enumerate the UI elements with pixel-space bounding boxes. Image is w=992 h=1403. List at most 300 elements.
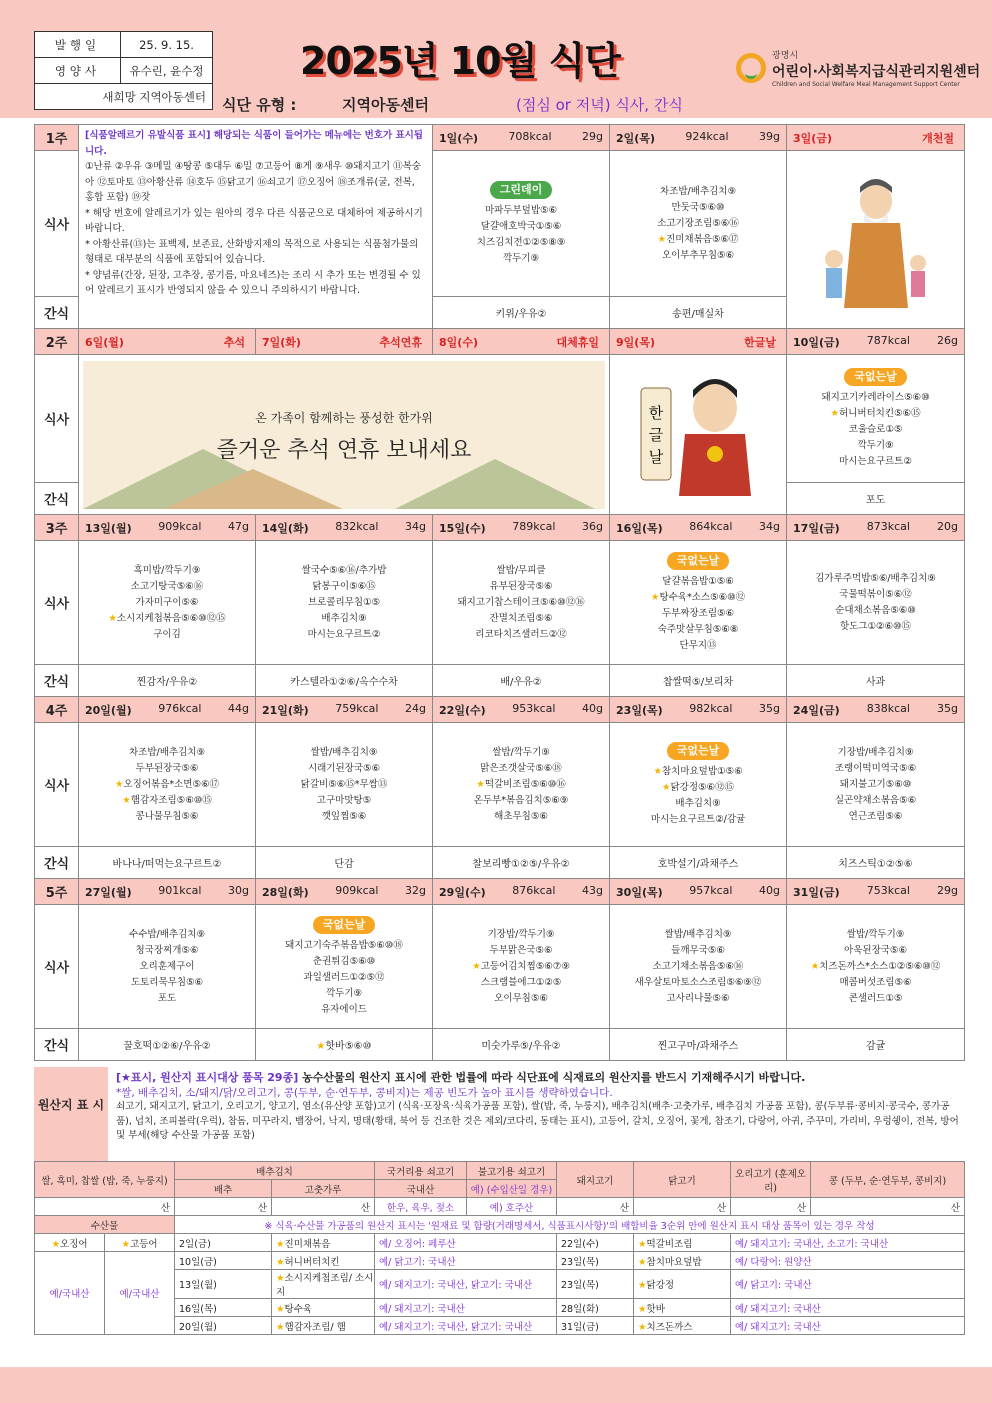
menu-item: 두부짜장조림⑤⑥ xyxy=(661,607,735,619)
origin-row-item: ★핫바 xyxy=(634,1299,731,1317)
menu-item: 연근조림⑤⑥ xyxy=(848,810,903,822)
menu-item: 쌀국수⑤⑥⑯/추가밥 xyxy=(301,564,387,576)
origin-value: 예) 호주산 xyxy=(467,1198,557,1216)
menu-item: 스크램블에그①②⑤ xyxy=(480,976,562,988)
origin-row-date: 10일(금) xyxy=(175,1252,272,1270)
menu-item: 닭봉구이⑤⑥⑮ xyxy=(312,580,376,592)
menu-item: 도토리묵무침⑤⑥ xyxy=(130,976,204,988)
menu-item: 들깨무국⑤⑥ xyxy=(671,944,725,956)
menu-item: 핫도그①②⑥⑩⑮ xyxy=(839,620,912,632)
day-snack: 치즈스틱①②⑤⑥ xyxy=(787,847,965,879)
star-icon: ★ xyxy=(661,781,671,793)
day-protein: 40g xyxy=(759,883,781,897)
star-icon: ★ xyxy=(830,407,839,419)
menu-item: 쌀밥/깍두기⑨ xyxy=(846,928,905,940)
origin-header: 국내산 xyxy=(375,1180,467,1198)
menu-item: 유자에이드 xyxy=(321,1003,367,1015)
holiday-name: 추석연휴 xyxy=(379,335,423,349)
menu-item: 고구마맛탕⑤ xyxy=(316,794,372,806)
origin-row-note: 예/ 돼지고기: 국내산 xyxy=(731,1299,965,1317)
allergy-list: ①난류 ②우유 ③메밀 ④땅콩 ⑤대두 ⑥밀 ⑦고등어 ⑧게 ⑨새우 ⑩돼지고기 ⑪복숭아 ⑫토마토 ⑬아황산류 ⑭호두 ⑮닭고기 ⑯쇠고기 ⑰오징어 ⑱조개류(굴, 전복, 홍합 포함) ⑲잣 xyxy=(85,161,421,203)
menu-item: 쌀밥/배추김치⑨ xyxy=(310,746,378,758)
issue-date: 25. 9. 15. xyxy=(121,32,213,58)
origin-row-date: 13일(월) xyxy=(175,1270,272,1299)
day-header xyxy=(433,125,610,151)
menu-item: ★고등어김치찜⑤⑥⑦⑨ xyxy=(472,960,570,972)
origin-header: 국거리용 쇠고기 xyxy=(375,1162,467,1180)
day-date: 8일(수) xyxy=(439,335,478,349)
origin-row-note: 예/ 닭고기: 국내산 xyxy=(731,1270,965,1299)
menu-item: 쌀밥/깍두기⑨ xyxy=(492,746,550,758)
day-protein: 47g xyxy=(228,519,249,533)
day-snack: 찹쌀떡⑤/보리차 xyxy=(610,665,787,697)
no-soup-day-badge: 국없는날 xyxy=(667,742,730,760)
day-date: 21일(화) xyxy=(262,703,309,717)
day-protein: 32g xyxy=(405,883,427,897)
day-snack: 배/우유② xyxy=(433,665,610,697)
menu-item: 해초무침⑤⑥ xyxy=(494,810,548,822)
day-snack: 바나나/떠먹는요구르트② xyxy=(79,847,256,879)
day-protein: 39g xyxy=(759,129,781,143)
origin-example: 예/국내산 xyxy=(105,1252,175,1335)
day-header xyxy=(256,515,433,541)
menu-item: 돼지고기찹스테이크⑤⑥⑩⑫⑯ xyxy=(457,596,585,608)
origin-row-item: ★소시지케첩조림/ 소시지 xyxy=(272,1270,375,1299)
day-date: 29일(수) xyxy=(439,885,486,899)
day-snack: 찐감자/우유② xyxy=(79,665,256,697)
origin-header: 콩 (두부, 순·연두부, 콩비지) xyxy=(811,1162,965,1198)
origin-table xyxy=(34,1161,965,1335)
menu-item: 깍두기⑨ xyxy=(325,987,363,999)
day-menu xyxy=(610,723,787,847)
star-icon: ★ xyxy=(653,765,662,777)
origin-line1-head: [★표시, 원산지 표시대상 품목 29종] xyxy=(116,1071,299,1084)
day-protein: 20g xyxy=(937,519,959,533)
meal-label: 식사 xyxy=(35,723,79,847)
day-protein: 34g xyxy=(405,519,427,533)
day-kcal: 787kcal xyxy=(866,333,910,347)
origin-row-date: 23일(목) xyxy=(557,1270,634,1299)
day-kcal: 876kcal xyxy=(512,883,556,897)
origin-row-note: 예/ 돼지고기: 국내산 xyxy=(731,1317,965,1335)
issue-info-table xyxy=(34,31,213,110)
star-icon: ★ xyxy=(114,778,124,790)
menu-item: 쌀밥/무피클 xyxy=(496,564,546,576)
day-snack: 감귤 xyxy=(787,1029,965,1061)
day-kcal: 832kcal xyxy=(335,519,379,533)
holiday-name: 한글날 xyxy=(744,335,777,349)
menu-item: 콩나물무침⑤⑥ xyxy=(135,810,199,822)
menu-item: 소고기탕국⑤⑥⑯ xyxy=(130,580,204,592)
day-protein: 36g xyxy=(582,519,604,533)
day-menu xyxy=(787,355,965,483)
day-header xyxy=(256,879,433,905)
week-label: 5주 xyxy=(35,879,79,905)
menu-item: 콘샐러드①⑤ xyxy=(848,992,903,1004)
day-snack: 송편/매실차 xyxy=(610,297,787,329)
day-header xyxy=(787,515,965,541)
menu-item: ★오징어볶음*소면⑤⑥⑰ xyxy=(114,778,220,790)
no-soup-day-badge: 국없는날 xyxy=(844,368,907,386)
day-menu xyxy=(256,541,433,665)
day-kcal: 909kcal xyxy=(335,883,379,897)
menu-item: 달걀애호박국①⑤⑥ xyxy=(480,220,562,232)
day-kcal: 708kcal xyxy=(508,129,552,143)
day-snack: 포도 xyxy=(787,483,965,515)
day-kcal: 759kcal xyxy=(335,701,379,715)
menu-item: ★참치마요덮밥①⑤⑥ xyxy=(653,765,743,777)
gaecheonjeol-illustration xyxy=(787,151,965,329)
menu-item: 고사리나물⑤⑥ xyxy=(666,992,730,1004)
day-date: 15일(수) xyxy=(439,521,486,535)
day-header xyxy=(433,329,610,355)
day-snack: 미숫가루⑤/우유② xyxy=(433,1029,610,1061)
origin-value: 산 xyxy=(175,1198,272,1216)
origin-squid: ★오징어 xyxy=(35,1234,105,1252)
star-icon: ★ xyxy=(638,1321,647,1333)
origin-example: 예/국내산 xyxy=(35,1252,105,1335)
origin-header: 고춧가루 xyxy=(272,1180,375,1198)
day-snack: ★핫바⑤⑥⑩ xyxy=(256,1029,433,1061)
holiday-name: 추석 xyxy=(223,335,245,349)
star-icon: ★ xyxy=(638,1280,647,1291)
footer-band xyxy=(0,1367,992,1403)
origin-row-note: 예/ 돼지고기: 국내산 xyxy=(375,1299,557,1317)
day-date: 7일(화) xyxy=(262,335,301,349)
day-date: 17일(금) xyxy=(793,521,840,535)
chuseok-banner-cell xyxy=(79,355,610,515)
day-menu xyxy=(256,905,433,1029)
menu-item: 깻잎찜⑤⑥ xyxy=(321,810,367,822)
day-kcal: 953kcal xyxy=(512,701,556,715)
menu-item: 청국장찌개⑤⑥ xyxy=(135,944,199,956)
menu-item: 차조밥/배추김치⑨ xyxy=(660,185,736,197)
day-protein: 40g xyxy=(582,701,604,715)
day-date: 23일(목) xyxy=(616,703,663,717)
menu-item: ★떡갈비조림⑤⑥⑩⑯ xyxy=(476,778,566,790)
day-menu xyxy=(433,151,610,297)
day-date: 9일(목) xyxy=(616,335,655,349)
day-header xyxy=(610,515,787,541)
menu-item: 만둣국⑤⑥⑩ xyxy=(671,201,725,213)
day-menu xyxy=(79,541,256,665)
menu-type-label: 식단 유형 : xyxy=(222,96,297,114)
menu-item: 배추김치⑨ xyxy=(675,797,721,809)
day-header xyxy=(787,879,965,905)
banner-message: 즐거운 추석 연휴 보내세요 xyxy=(216,437,472,463)
origin-row-date: 31일(금) xyxy=(557,1317,634,1335)
star-icon: ★ xyxy=(121,1238,130,1250)
day-header xyxy=(433,697,610,723)
star-icon: ★ xyxy=(638,1256,647,1268)
origin-header: 불고기용 쇠고기 xyxy=(467,1162,557,1180)
origin-row-note: 예/ 돼지고기: 국내산, 닭고기: 국내산 xyxy=(375,1270,557,1299)
menu-item: 숙주맛살무침⑤⑥⑧ xyxy=(657,623,739,635)
menu-item: 조랭이떡미역국⑤⑥ xyxy=(834,762,917,774)
menu-item: 돼지고기숙주볶음밥⑤⑥⑩⑱ xyxy=(285,939,403,951)
holiday-name: 대체휴일 xyxy=(556,335,600,349)
menu-item: 매콤버섯조림⑤⑥ xyxy=(839,976,912,988)
day-date: 14일(화) xyxy=(262,521,309,535)
menu-type-value: 지역아동센터 xyxy=(342,96,429,114)
menu-item: 시래기된장국⑤⑥ xyxy=(307,762,381,774)
menu-item: ★닭강정⑤⑥⑫⑮ xyxy=(661,781,735,793)
day-header xyxy=(256,697,433,723)
star-icon: ★ xyxy=(810,960,820,972)
day-date: 1일(수) xyxy=(439,131,478,145)
day-kcal: 789kcal xyxy=(512,519,556,533)
menu-item: 마시는요구르트②/감귤 xyxy=(650,813,746,825)
day-header xyxy=(433,879,610,905)
dietitian-names: 유수린, 윤수정 xyxy=(121,58,213,84)
day-header xyxy=(610,125,787,151)
menu-item: 마시는요구르트② xyxy=(839,455,912,467)
origin-side-label: 원산지 표 시 xyxy=(34,1067,108,1161)
day-snack: 찐고구마/과채주스 xyxy=(610,1029,787,1061)
day-header xyxy=(79,515,256,541)
menu-item: 맑은조갯살국⑤⑥⑱ xyxy=(480,762,562,774)
menu-item: 마시는요구르트② xyxy=(307,628,381,640)
menu-item: ★탕수육*소스⑤⑥⑩⑫ xyxy=(650,591,746,603)
day-date: 28일(화) xyxy=(262,885,309,899)
logo-name: 어린이·사회복지급식관리지원센터 xyxy=(772,64,981,80)
menu-item: ★소시지케첩볶음⑤⑥⑩⑫⑮ xyxy=(108,612,226,624)
day-snack: 키위/우유② xyxy=(433,297,610,329)
day-header xyxy=(256,329,433,355)
origin-row-item: ★허니버터치킨 xyxy=(272,1252,375,1270)
day-header xyxy=(610,879,787,905)
snack-label: 간식 xyxy=(35,297,79,329)
logo-english: Children and Social Welfare Meal Management Support Center xyxy=(772,81,960,88)
day-kcal: 873kcal xyxy=(866,519,910,533)
menu-item: 기장밥/배추김치⑨ xyxy=(837,746,914,758)
day-header xyxy=(787,697,965,723)
origin-header: 오리고기 (훈제오리) xyxy=(731,1162,811,1198)
origin-notice xyxy=(34,1067,964,1161)
mountain-shape xyxy=(163,469,343,509)
dietitian-label: 영양사 xyxy=(35,58,121,84)
menu-item: 오이부추무침⑤⑥ xyxy=(661,249,735,261)
origin-value: 산 xyxy=(811,1198,965,1216)
day-date: 3일(금) xyxy=(793,131,832,145)
menu-item: 잔멸치조림⑤⑥ xyxy=(489,612,553,624)
star-icon: ★ xyxy=(638,1238,647,1250)
menu-item: 가자미구이⑤⑥ xyxy=(135,596,199,608)
origin-header: 배추 xyxy=(175,1180,272,1198)
day-date: 2일(목) xyxy=(616,131,655,145)
origin-value: 산 xyxy=(634,1198,731,1216)
origin-header: 돼지고기 xyxy=(557,1162,634,1198)
menu-item: 오이무침⑤⑥ xyxy=(494,992,548,1004)
meal-label: 식사 xyxy=(35,541,79,665)
day-menu xyxy=(610,905,787,1029)
smile-logo-icon xyxy=(736,53,766,83)
menu-item: 두부맑은국⑤⑥ xyxy=(489,944,553,956)
menu-item: 포도 xyxy=(157,992,177,1004)
menu-item: ★허니버터치킨⑤⑥⑮ xyxy=(830,407,921,419)
origin-value: 산 xyxy=(272,1198,375,1216)
menu-item: 온두부*볶음김치⑤⑥⑨ xyxy=(473,794,569,806)
day-header xyxy=(610,329,787,355)
menu-item: 배추김치⑨ xyxy=(321,612,367,624)
menu-item: 구이김 xyxy=(153,628,181,640)
day-date: 24일(금) xyxy=(793,703,840,717)
origin-row-note: 예/ 오징어: 페루산 xyxy=(375,1234,557,1252)
origin-row-item: ★참치마요덮밥 xyxy=(634,1252,731,1270)
day-protein: 30g xyxy=(228,883,249,897)
origin-row-date: 28일(화) xyxy=(557,1299,634,1317)
center-name: 새희망 지역아동센터 xyxy=(35,84,213,110)
chuseok-banner xyxy=(83,361,605,509)
menu-item: 두부된장국⑤⑥ xyxy=(135,762,199,774)
menu-item: 국물떡볶이⑤⑥⑫ xyxy=(839,588,912,600)
origin-row-date: 22일(수) xyxy=(557,1234,634,1252)
day-date: 10일(금) xyxy=(793,335,840,349)
day-menu xyxy=(433,905,610,1029)
menu-item: 과일샐러드①②⑤⑫ xyxy=(303,971,385,983)
menu-item: 소고기채소볶음⑤⑥⑯ xyxy=(652,960,744,972)
star-icon: ★ xyxy=(51,1238,60,1250)
star-icon: ★ xyxy=(638,1303,647,1315)
menu-item: 코울슬로①⑤ xyxy=(848,423,903,435)
origin-line2: *쌀, 배추김치, 소/돼지/닭/오리고기, 콩(두부, 순·연두부, 콩비지)는 제공 빈도가 높아 표시를 생략하였습니다. xyxy=(116,1086,613,1099)
origin-line1 xyxy=(116,1071,962,1086)
day-menu xyxy=(256,723,433,847)
day-date: 22일(수) xyxy=(439,703,486,717)
day-kcal: 838kcal xyxy=(866,701,910,715)
origin-row-item: ★햄감자조림/ 햄 xyxy=(272,1317,375,1335)
day-snack: 찰보리빵①②⑤/우유② xyxy=(433,847,610,879)
day-menu xyxy=(610,541,787,665)
allergy-note: * 해당 번호에 알레르기가 있는 원아의 경우 다른 식품군으로 대체하여 제공하시기 바랍니다. xyxy=(85,207,423,234)
origin-row-note: 예/ 돼지고기: 국내산, 소고기: 국내산 xyxy=(731,1234,965,1252)
origin-row-date: 23일(목) xyxy=(557,1252,634,1270)
origin-line3: 쇠고기, 돼지고기, 닭고기, 오리고기, 양고기, 염소(유산양 포함)고기 (식육·포장육·식육가공품 포함), 쌀(밥, 죽, 누룽지), 배추김치(배추·고춧가루, 배추김치 가공품 포함), 콩(두부류·콩비지·콩국수, 콩가공품), 넙치, 조피볼락(우럭), 참돔, 미꾸라지, 뱀장어, 낙지, 명태(황태, 북어 등 건조한 것은 제외/코다리, 동태는 표시), 고등어, 갈치, 오징어, 꽃게, 참조기, 다랑어, 아귀, 주꾸미, 가리비, 우렁쉥이, 전복, 방어 및 부세(해당 수산물 가공품 포함) xyxy=(116,1101,959,1141)
menu-item: 실곤약채소볶음⑤⑥ xyxy=(834,794,917,806)
day-protein: 35g xyxy=(759,701,781,715)
origin-row-item: ★닭강정 xyxy=(634,1270,731,1299)
day-date: 16일(목) xyxy=(616,521,663,535)
banner-subtitle: 온 가족이 함께하는 풍성한 한가위 xyxy=(255,410,433,425)
menu-item: ★햄감자조림⑤⑥⑩⑮ xyxy=(122,794,212,806)
menu-item: 리코타치즈샐러드②⑫ xyxy=(475,628,567,640)
star-icon: ★ xyxy=(276,1273,285,1284)
star-icon: ★ xyxy=(122,794,131,806)
day-kcal: 753kcal xyxy=(866,883,910,897)
star-icon: ★ xyxy=(108,612,117,624)
allergy-note: * 양념류(간장, 된장, 고추장, 콩기름, 마요네즈)는 조리 시 추가 또는 변경될 수 있어 알레르기 표시가 반영되지 않을 수 있으니 주의하시기 바랍니다. xyxy=(85,269,421,296)
menu-item: 단무지⑬ xyxy=(679,639,717,651)
day-protein: 29g xyxy=(582,129,604,143)
day-date: 6일(월) xyxy=(85,335,124,349)
snack-label: 간식 xyxy=(35,1029,79,1061)
logo-city: 광명시 xyxy=(772,51,799,61)
menu-item: 오리훈제구이 xyxy=(139,960,195,972)
green-day-badge: 그린데이 xyxy=(490,181,553,199)
hangeul-sign-char: 글 xyxy=(648,426,664,444)
day-protein: 35g xyxy=(937,701,959,715)
star-icon: ★ xyxy=(276,1238,285,1250)
origin-header: 닭고기 xyxy=(634,1162,731,1198)
day-kcal: 901kcal xyxy=(158,883,202,897)
menu-item: 쌀밥/배추김치⑨ xyxy=(664,928,732,940)
origin-row-item: ★진미채볶음 xyxy=(272,1234,375,1252)
star-icon: ★ xyxy=(650,591,660,603)
allergy-heading: [식품알레르기 유발식품 표시] 해당되는 식품이 들어가는 메뉴에는 번호가 표시됩니다. xyxy=(85,130,423,157)
hangeul-sign-char: 한 xyxy=(648,404,664,422)
origin-value: 산 xyxy=(557,1198,634,1216)
day-menu xyxy=(433,723,610,847)
origin-mackerel: ★고등어 xyxy=(105,1234,175,1252)
origin-row-note: 예/ 닭고기: 국내산 xyxy=(375,1252,557,1270)
origin-line1-rest: 농수산물의 원산지 표시에 관한 법률에 따라 식단표에 식재료의 원산지를 반드시 기재해주시기 바랍니다. xyxy=(298,1071,806,1084)
day-menu xyxy=(787,541,965,665)
menu-item: 춘권튀김⑤⑥⑩ xyxy=(312,955,376,967)
star-icon: ★ xyxy=(276,1321,285,1333)
king-sejong-illustration-icon xyxy=(633,368,763,498)
origin-row-item: ★탕수육 xyxy=(272,1299,375,1317)
menu-item: 김가루주먹밥⑤⑥/배추김치⑨ xyxy=(815,572,936,584)
origin-value: 산 xyxy=(731,1198,811,1216)
menu-item: 아욱된장국⑤⑥ xyxy=(844,944,907,956)
menu-item: ★진미채볶음⑤⑥⑰ xyxy=(657,233,739,245)
center-logo xyxy=(736,48,980,88)
menu-item: 순대채소볶음⑤⑥⑩ xyxy=(835,604,916,616)
meal-label: 식사 xyxy=(35,355,79,483)
menu-item: 마파두부덮밥⑤⑥ xyxy=(484,204,558,216)
menu-item: 브로콜리무침①⑤ xyxy=(307,596,381,608)
founder-illustration-icon xyxy=(816,163,936,313)
day-date: 13일(월) xyxy=(85,521,132,535)
day-protein: 29g xyxy=(937,883,959,897)
snack-label: 간식 xyxy=(35,847,79,879)
menu-item: 닭갈비⑤⑥⑮*무쌈⑬ xyxy=(300,778,388,790)
origin-row-item: ★치즈돈까스 xyxy=(634,1317,731,1335)
day-menu xyxy=(787,905,965,1029)
week-label: 3주 xyxy=(35,515,79,541)
week-label: 4주 xyxy=(35,697,79,723)
day-kcal: 864kcal xyxy=(689,519,733,533)
origin-row-note: 예/ 다랑어: 원양산 xyxy=(731,1252,965,1270)
day-protein: 24g xyxy=(405,701,427,715)
week-label: 2주 xyxy=(35,329,79,355)
origin-row-item: ★떡갈비조림 xyxy=(634,1234,731,1252)
menu-item: 소고기장조림⑤⑥⑯ xyxy=(657,217,739,229)
menu-item: 깍두기⑨ xyxy=(502,252,540,264)
day-menu xyxy=(610,151,787,297)
menu-item: 달걀볶음밥①⑤⑥ xyxy=(662,575,734,587)
menu-item: 치즈김치전①②⑤⑧⑨ xyxy=(476,236,566,248)
meal-label: 식사 xyxy=(35,905,79,1029)
seafood-note: ※ 식육·수산물 가공품의 원산지 표시는 '원재료 및 함량(거래명세서, 식품표시사항)'의 배합비율 3순위 안에 원산지 표시 대상 품목이 있는 경우 작성 xyxy=(175,1216,965,1234)
day-date: 30일(목) xyxy=(616,885,663,899)
origin-header: 배추김치 xyxy=(175,1162,375,1180)
menu-item: 깍두기⑨ xyxy=(857,439,894,451)
day-kcal: 982kcal xyxy=(689,701,733,715)
no-soup-day-badge: 국없는날 xyxy=(667,552,730,570)
day-kcal: 909kcal xyxy=(158,519,202,533)
day-snack: 호박설기/과채주스 xyxy=(610,847,787,879)
origin-header: 예) (수입산일 경우) xyxy=(467,1180,557,1198)
menu-item: 유부된장국⑤⑥ xyxy=(489,580,553,592)
day-snack: 꿀호떡①②⑥/우유② xyxy=(79,1029,256,1061)
origin-row-date: 16일(목) xyxy=(175,1299,272,1317)
day-date: 20일(월) xyxy=(85,703,132,717)
allergy-notice xyxy=(79,125,433,329)
star-icon: ★ xyxy=(316,1041,326,1052)
day-menu xyxy=(787,723,965,847)
origin-row-date: 20일(월) xyxy=(175,1317,272,1335)
